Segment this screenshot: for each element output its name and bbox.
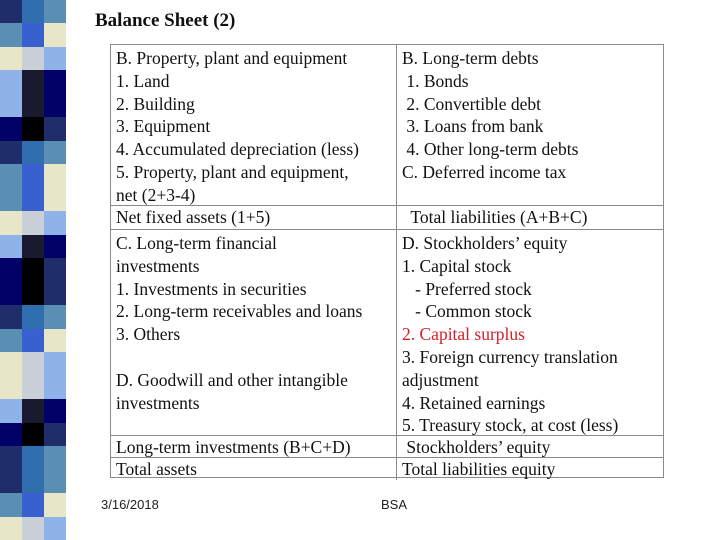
stripe-row (0, 117, 66, 140)
stripe-cell (0, 235, 22, 258)
stripe-row (0, 305, 66, 328)
stripe-cell (0, 376, 22, 399)
stripe-row (0, 517, 66, 540)
highlighted-cell: 2. Capital surplus (402, 324, 525, 345)
stripe-cell (0, 188, 22, 211)
stripe-cell (22, 94, 44, 117)
stripe-cell (0, 258, 22, 281)
table-cell: C. Long-term financial (116, 233, 277, 253)
stripe-cell (0, 329, 22, 352)
table-cell: 3. Foreign currency translation (402, 346, 618, 367)
stripe-cell (0, 446, 22, 469)
stripe-cell (44, 235, 66, 258)
stripe-cell (22, 70, 44, 93)
stripe-cell (22, 117, 44, 140)
stripe-cell (22, 211, 44, 234)
stripe-cell (44, 23, 66, 46)
table-cell: 3. Equipment (116, 116, 211, 137)
footer-date: 3/16/2018 (101, 497, 159, 512)
stripe-cell (44, 258, 66, 281)
stripe-cell (22, 446, 44, 469)
stripe-cell (44, 47, 66, 70)
stripe-cell (44, 211, 66, 234)
stripe-row (0, 258, 66, 281)
table-row (111, 45, 663, 205)
stripe-cell (22, 141, 44, 164)
table-cell: Total liabilities (A+B+C) (402, 207, 588, 227)
stripe-row (0, 399, 66, 422)
stripe-row (0, 164, 66, 187)
stripe-cell (0, 352, 22, 375)
stripe-cell (0, 517, 22, 540)
stripe-cell (0, 117, 22, 140)
table-cell (116, 346, 396, 369)
table-cell: 4. Other long-term debts (402, 139, 579, 160)
stripe-cell (44, 493, 66, 516)
table-cell: 1. Bonds (402, 70, 469, 91)
stripe-cell (0, 47, 22, 70)
table-cell: D. Goodwill and other intangible (116, 369, 348, 390)
stripe-cell (22, 305, 44, 328)
table-cell: 5. Property, plant and equipment, (116, 161, 349, 182)
stripe-row (0, 493, 66, 516)
table-cell: adjustment (402, 369, 479, 390)
assets-column (111, 436, 397, 458)
assets-column (111, 206, 397, 230)
table-cell: - Common stock (402, 301, 532, 322)
stripe-row (0, 423, 66, 446)
table-cell: Total liabilities equity (402, 459, 556, 479)
liabilities-column (397, 206, 663, 230)
stripe-cell (0, 305, 22, 328)
stripe-cell (44, 399, 66, 422)
stripe-cell (22, 47, 44, 70)
stripe-cell (44, 470, 66, 493)
stripe-row (0, 23, 66, 46)
table-cell: 2. Long-term receivables and loans (116, 301, 363, 322)
table-cell: Long-term investments (B+C+D) (116, 437, 351, 457)
stripe-cell (44, 188, 66, 211)
stripe-cell (22, 470, 44, 493)
table-cell: B. Long-term debts (402, 48, 539, 68)
stripe-cell (44, 423, 66, 446)
table-cell: 5. Treasury stock, at cost (less) (402, 415, 619, 436)
table-row (111, 229, 663, 436)
stripe-cell (44, 282, 66, 305)
stripe-row (0, 376, 66, 399)
stripe-row (0, 329, 66, 352)
stripe-row (0, 282, 66, 305)
stripe-cell (22, 258, 44, 281)
stripe-cell (44, 352, 66, 375)
stripe-cell (44, 0, 66, 23)
table-row (111, 435, 663, 458)
stripe-cell (22, 376, 44, 399)
table-cell: Net fixed assets (1+5) (116, 207, 271, 227)
table-cell: B. Property, plant and equipment (116, 48, 348, 68)
stripe-cell (44, 94, 66, 117)
stripe-cell (0, 23, 22, 46)
stripe-cell (22, 352, 44, 375)
table-cell: 4. Retained earnings (402, 392, 546, 413)
table-cell: 4. Accumulated depreciation (less) (116, 139, 359, 160)
stripe-row (0, 470, 66, 493)
table-cell: 2. Convertible debt (402, 93, 542, 114)
liabilities-column (397, 45, 663, 205)
stripe-cell (22, 0, 44, 23)
stripe-row (0, 94, 66, 117)
stripe-cell (0, 399, 22, 422)
stripe-row (0, 235, 66, 258)
stripe-cell (44, 164, 66, 187)
table-cell: Total assets (116, 459, 197, 479)
stripe-cell (0, 470, 22, 493)
table-row (111, 457, 663, 480)
table-cell: investments (116, 255, 200, 276)
table-cell: 3. Others (116, 324, 181, 345)
stripe-cell (22, 23, 44, 46)
stripe-cell (0, 70, 22, 93)
stripe-row (0, 70, 66, 93)
stripe-cell (44, 376, 66, 399)
stripe-row (0, 211, 66, 234)
stripe-cell (44, 70, 66, 93)
equity-column (397, 436, 663, 458)
stripe-cell (22, 188, 44, 211)
table-cell: 3. Loans from bank (402, 116, 544, 137)
table-cell: 2. Building (116, 93, 195, 114)
stripe-cell (0, 282, 22, 305)
stripe-cell (22, 399, 44, 422)
stripe-cell (0, 164, 22, 187)
decorative-stripe-bar (0, 0, 66, 540)
stripe-cell (22, 329, 44, 352)
liabilities-column (397, 458, 663, 480)
stripe-row (0, 446, 66, 469)
stripe-row (0, 0, 66, 23)
stripe-cell (44, 517, 66, 540)
table-cell: D. Stockholders’ equity (402, 233, 568, 253)
stripe-cell (22, 282, 44, 305)
table-cell: investments (116, 392, 200, 413)
stripe-cell (22, 493, 44, 516)
table-row (111, 205, 663, 230)
stripe-cell (0, 141, 22, 164)
table-cell: C. Deferred income tax (402, 161, 567, 182)
stripe-cell (44, 141, 66, 164)
stripe-row (0, 141, 66, 164)
table-cell: 1. Land (116, 70, 170, 91)
footer-organization: BSA (381, 497, 408, 512)
stripe-cell (0, 211, 22, 234)
table-cell: net (2+3-4) (116, 184, 196, 205)
stripe-cell (22, 235, 44, 258)
stripe-cell (22, 164, 44, 187)
stripe-cell (22, 517, 44, 540)
stripe-row (0, 47, 66, 70)
table-cell: 1. Capital stock (402, 255, 512, 276)
slide-title: Balance Sheet (2) (95, 10, 236, 31)
stripe-cell (0, 0, 22, 23)
table-cell: 1. Investments in securities (116, 278, 307, 299)
stripe-row (0, 188, 66, 211)
stripe-cell (0, 423, 22, 446)
balance-sheet-table (110, 44, 664, 478)
assets-column (111, 45, 397, 205)
table-cell: Stockholders’ equity (402, 437, 551, 457)
stripe-cell (0, 94, 22, 117)
stripe-row (0, 352, 66, 375)
assets-column (111, 230, 397, 436)
equity-column (397, 230, 663, 436)
stripe-cell (44, 305, 66, 328)
stripe-cell (44, 117, 66, 140)
table-cell: - Preferred stock (402, 278, 532, 299)
stripe-cell (22, 423, 44, 446)
assets-column (111, 458, 397, 480)
stripe-cell (0, 493, 22, 516)
stripe-cell (44, 329, 66, 352)
stripe-cell (44, 446, 66, 469)
